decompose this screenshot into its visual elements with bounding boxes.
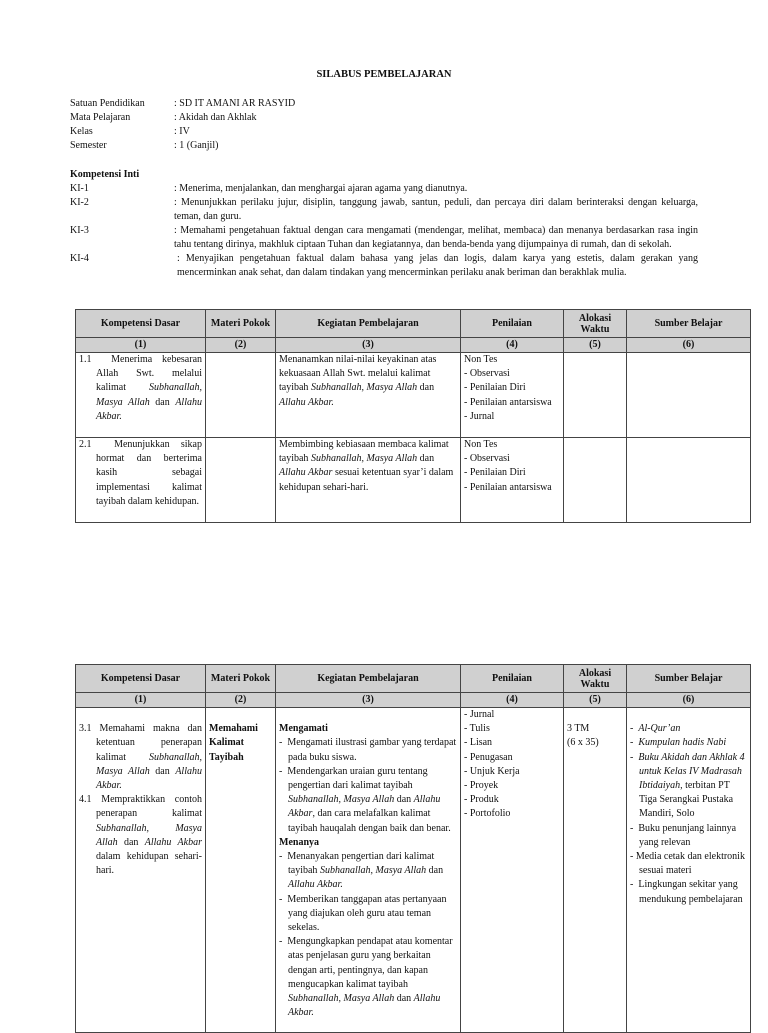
- kd-number: 2.1: [79, 439, 92, 450]
- penilaian-item: - Jurnal: [464, 410, 495, 422]
- penilaian-item: - Proyek: [464, 780, 499, 792]
- penilaian-item: - Unjuk Kerja: [464, 765, 520, 777]
- kegiatan-text: dan: [394, 794, 414, 806]
- penilaian-item: Non Tes: [464, 439, 498, 450]
- kd-number: 4.1: [79, 794, 92, 806]
- sumber-item: - Al-Qur’an: [630, 723, 681, 735]
- info-value: : Akidah dan Akhlak: [174, 112, 257, 123]
- kompetensi-inti: [70, 168, 698, 280]
- sumber-item: - Kumpulan hadis Nabi: [630, 737, 727, 749]
- ki-text: : Menunjukkan perilaku jujur, disiplin, tanggung jawab, santun, peduli, dan percaya diri dalam berinteraksi dengan keluarga, teman, dan guru.: [174, 197, 698, 222]
- kegiatan-text: dan: [417, 382, 435, 394]
- penilaian-item: - Portofolio: [464, 808, 511, 820]
- kd-text: dan: [149, 765, 176, 777]
- kd-text: dan: [117, 836, 145, 848]
- ki-text: : Menerima, menjalankan, dan menghargai ajaran agama yang dianutnya.: [174, 183, 468, 194]
- identity-block: [70, 97, 295, 153]
- penilaian-item: - Lisan: [464, 737, 493, 749]
- kegiatan-text: dan: [394, 993, 414, 1005]
- sumber-text: Al-Qur’an: [638, 723, 681, 735]
- syllabus-table-2: [75, 664, 751, 1033]
- sumber-cell: [627, 722, 751, 1032]
- kegiatan-text: Menanamkan nilai-nilai keyakinan atas kekuasaan Allah Swt. melalui kalimat tayibah: [279, 354, 437, 394]
- kegiatan-italic: Allahu Akbar: [279, 467, 333, 479]
- penilaian-item: - Penilaian antarsiswa: [464, 396, 552, 408]
- sumber-item: - Media cetak dan elektronik sesuai materi: [630, 851, 745, 877]
- kd-text: Mempraktikkan contoh penerapan kalimat: [96, 794, 202, 820]
- col-number: (2): [206, 338, 276, 353]
- kegiatan-item: - Mendengarkan uraian guru tentang pengertian dari kalimat tayibah Subhanallah, Masya Allah dan Allahu Akbar, dan cara melafalkan kalimat tayibah hauqalah dengan baik dan benar.: [279, 765, 451, 834]
- sumber-item: - Lingkungan sekitar yang mendukung pembelajaran: [630, 879, 743, 905]
- kegiatan-text: Mendengarkan uraian guru tentang pengertian dari kalimat tayibah: [287, 765, 428, 792]
- materi-cell: [206, 353, 276, 438]
- kegiatan-italic: Subhanallah, Masya Allah: [310, 382, 418, 394]
- kd-text: Menunjukkan sikap hormat dan berterima kasih sebagai implementasi kalimat tayibah dalam kehidupan.: [96, 439, 202, 507]
- penilaian-item: Non Tes: [464, 354, 498, 365]
- kd-number: 3.1: [79, 723, 92, 735]
- kd-italic: Allahu Akbar.: [96, 765, 202, 792]
- sumber-text: Lingkungan sekitar yang mendukung pembelajaran: [638, 879, 743, 905]
- penilaian-item: - Penilaian Diri: [464, 467, 526, 479]
- kd-italic: Subhanallah, Masya Allah: [96, 382, 202, 408]
- penilaian-item: - Observasi: [464, 453, 510, 465]
- table-row: [76, 438, 751, 523]
- ki-label: KI-2: [70, 197, 89, 208]
- col-header-penilaian: Penilaian: [461, 310, 564, 338]
- kegiatan-italic: Subhanallah, Masya Allah: [319, 865, 427, 877]
- kegiatan-text: dan: [426, 865, 444, 877]
- ki-heading: Kompetensi Inti: [70, 169, 140, 180]
- kegiatan-text: Menanyakan pengertian dari kalimat tayibah: [287, 851, 435, 877]
- kegiatan-text: dan: [417, 453, 435, 465]
- kd-italic: Allahu Akbar.: [96, 396, 202, 422]
- sumber-text: Buku Akidah dan Akhlak 4 untuk Kelas IV Madrasah Ibtidaiyah,: [638, 751, 745, 792]
- penilaian-carry: - Jurnal: [461, 708, 564, 723]
- alokasi-cell: [564, 722, 627, 1032]
- sumber-text: Buku penunjang lainnya yang relevan: [638, 822, 737, 848]
- penilaian-cell: [461, 722, 564, 1032]
- kegiatan-italic: Subhanallah, Masya Allah: [288, 794, 395, 806]
- col-number: (1): [76, 338, 206, 353]
- kegiatan-italic: Allahu Akbar.: [279, 396, 334, 408]
- kegiatan-text: Memberikan tanggapan atas pertanyaan yang diajukan oleh guru atau teman sekelas.: [287, 893, 447, 934]
- sumber-item: - Buku penunjang lainnya yang relevan: [630, 822, 737, 848]
- kd-italic: Subhanallah, Masya Allah: [96, 822, 202, 848]
- document-title: SILABUS PEMBELAJARAN: [316, 69, 452, 80]
- alokasi-value: 3 TM: [567, 723, 590, 735]
- kegiatan-text: Mengamati ilustrasi gambar yang terdapat pada buku siswa.: [287, 737, 457, 763]
- kegiatan-cell: [276, 353, 461, 438]
- info-value: : 1 (Ganjil): [174, 140, 219, 151]
- materi-cell: Memahami Kalimat Tayibah: [206, 722, 276, 1032]
- step-heading: Menanya: [279, 836, 319, 848]
- ki-label: KI-3: [70, 225, 89, 236]
- info-label: Semester: [70, 140, 107, 151]
- materi-cell: [206, 438, 276, 523]
- kegiatan-text: Mengungkapkan pendapat atau komentar atas penjelasan guru yang berkaitan dengan arti, pentingnya, dan kapan mengucapkan kalimat tayibah: [287, 936, 453, 990]
- col-header-penilaian: Penilaian: [461, 665, 564, 693]
- sumber-text: Kumpulan hadis Nabi: [638, 737, 727, 749]
- col-header-kd: Kompetensi Dasar: [76, 310, 206, 338]
- col-header-alokasi: Alokasi Waktu: [564, 310, 627, 338]
- sumber-cell: [627, 438, 751, 523]
- col-header-kegiatan: Kegiatan Pembelajaran: [276, 665, 461, 693]
- info-value: : SD IT AMANI AR RASYID: [174, 98, 296, 109]
- table-row: [76, 708, 751, 723]
- info-label: Kelas: [70, 126, 93, 137]
- ki-label: KI-4: [70, 253, 89, 264]
- kegiatan-text: sesuai ketentuan syar’i dalam kehidupan sehari-hari.: [279, 467, 454, 493]
- penilaian-item: - Produk: [464, 794, 499, 806]
- kd-text: Menerima kebesaran Allah Swt. melalui kalimat: [96, 354, 203, 394]
- col-number: (6): [627, 338, 751, 353]
- kegiatan-text: Membimbing kebiasaan membaca kalimat tayibah: [279, 439, 449, 465]
- sumber-cell: [627, 353, 751, 438]
- col-number: (4): [461, 693, 564, 708]
- col-header-sumber: Sumber Belajar: [627, 310, 751, 338]
- col-header-kegiatan: Kegiatan Pembelajaran: [276, 310, 461, 338]
- kd-cell: [76, 353, 206, 438]
- penilaian-item: - Penilaian Diri: [464, 382, 526, 394]
- col-number: (3): [276, 338, 461, 353]
- step-heading: Mengamati: [279, 723, 328, 735]
- sumber-text: Media cetak dan elektronik sesuai materi: [635, 851, 745, 877]
- ki-label: KI-1: [70, 183, 89, 194]
- col-number: (3): [276, 693, 461, 708]
- kegiatan-cell: [276, 722, 461, 1032]
- penilaian-item: - Tulis: [464, 723, 490, 735]
- kegiatan-item: - Menanyakan pengertian dari kalimat tayibah Subhanallah, Masya Allah dan Allahu Akbar.: [279, 851, 444, 891]
- col-number: (6): [627, 693, 751, 708]
- kd-cell: [76, 438, 206, 523]
- col-number: (1): [76, 693, 206, 708]
- penilaian-item: - Penugasan: [464, 751, 513, 763]
- col-number: (2): [206, 693, 276, 708]
- col-header-kd: Kompetensi Dasar: [76, 665, 206, 693]
- alokasi-value: (6 x 35): [567, 737, 599, 749]
- sumber-text: terbitan PT Tiga Serangkai Pustaka Mandiri, Solo: [639, 780, 734, 820]
- kd-text: dan: [149, 396, 176, 408]
- alokasi-cell: [564, 438, 627, 523]
- kegiatan-italic: Allahu Akbar.: [288, 993, 441, 1019]
- col-number: (5): [564, 338, 627, 353]
- kegiatan-italic: Allahu Akbar: [288, 794, 441, 820]
- kd-italic: Allahu Akbar: [144, 836, 202, 848]
- col-number: (4): [461, 338, 564, 353]
- col-number: (5): [564, 693, 627, 708]
- sumber-item: - Buku Akidah dan Akhlak 4 untuk Kelas IV Madrasah Ibtidaiyah, terbitan PT Tiga Serangkai Pustaka Mandiri, Solo: [630, 751, 745, 820]
- table-row: [76, 353, 751, 438]
- penilaian-item: - Penilaian antarsiswa: [464, 481, 552, 493]
- kd-text: dalam kehidupan sehari-hari.: [96, 851, 202, 877]
- kegiatan-item: - Mengungkapkan pendapat atau komentar atas penjelasan guru yang berkaitan dengan arti, pentingnya, dan kapan mengucapkan kalimat tayibah Subhanallah, Masya Allah dan Allahu Akbar.: [279, 936, 453, 1019]
- info-value: : IV: [174, 126, 190, 137]
- kegiatan-cell: [276, 438, 461, 523]
- penilaian-cell: [461, 438, 564, 523]
- kegiatan-item: - Memberikan tanggapan atas pertanyaan yang diajukan oleh guru atau teman sekelas.: [279, 893, 447, 934]
- kegiatan-item: - Mengamati ilustrasi gambar yang terdapat pada buku siswa.: [279, 737, 457, 763]
- penilaian-item: - Observasi: [464, 368, 510, 380]
- kd-cell: [76, 722, 206, 1032]
- penilaian-cell: [461, 353, 564, 438]
- alokasi-cell: [564, 353, 627, 438]
- kegiatan-italic: Subhanallah, Masya Allah: [288, 993, 395, 1005]
- kegiatan-italic: Subhanallah, Masya Allah: [310, 453, 418, 465]
- col-header-materi: Materi Pokok: [206, 665, 276, 693]
- col-header-materi: Materi Pokok: [206, 310, 276, 338]
- info-label: Satuan Pendidikan: [70, 98, 145, 109]
- ki-text: : Memahami pengetahuan faktual dengan cara mengamati (mendengar, melihat, membaca) dan menanya berdasarkan rasa ingin tahu tentang dirinya, makhluk ciptaan Tuhan dan kegiatannya, dan benda-benda yang dijumpainya di rumah, dan di sekolah.: [174, 225, 698, 250]
- kegiatan-text: , dan cara melafalkan kalimat tayibah hauqalah dengan baik dan benar.: [288, 808, 451, 834]
- col-header-sumber: Sumber Belajar: [627, 665, 751, 693]
- kd-number: 1.1: [79, 354, 92, 365]
- kd-text: Memahami makna dan ketentuan penerapan kalimat: [96, 723, 202, 763]
- table-row: [76, 722, 751, 1032]
- syllabus-table-1: [75, 309, 751, 523]
- kd-italic: Subhanallah, Masya Allah: [96, 751, 202, 777]
- info-label: Mata Pelajaran: [70, 112, 131, 123]
- ki-text: : Menyajikan pengetahuan faktual dalam bahasa yang jelas dan logis, dalam karya yang estetis, dalam gerakan yang mencerminkan anak sehat, dan dalam tindakan yang mencerminkan perilaku anak beriman dan berakhlak mulia.: [177, 253, 698, 278]
- col-header-alokasi: Alokasi Waktu: [564, 665, 627, 693]
- kegiatan-italic: Allahu Akbar.: [288, 879, 343, 891]
